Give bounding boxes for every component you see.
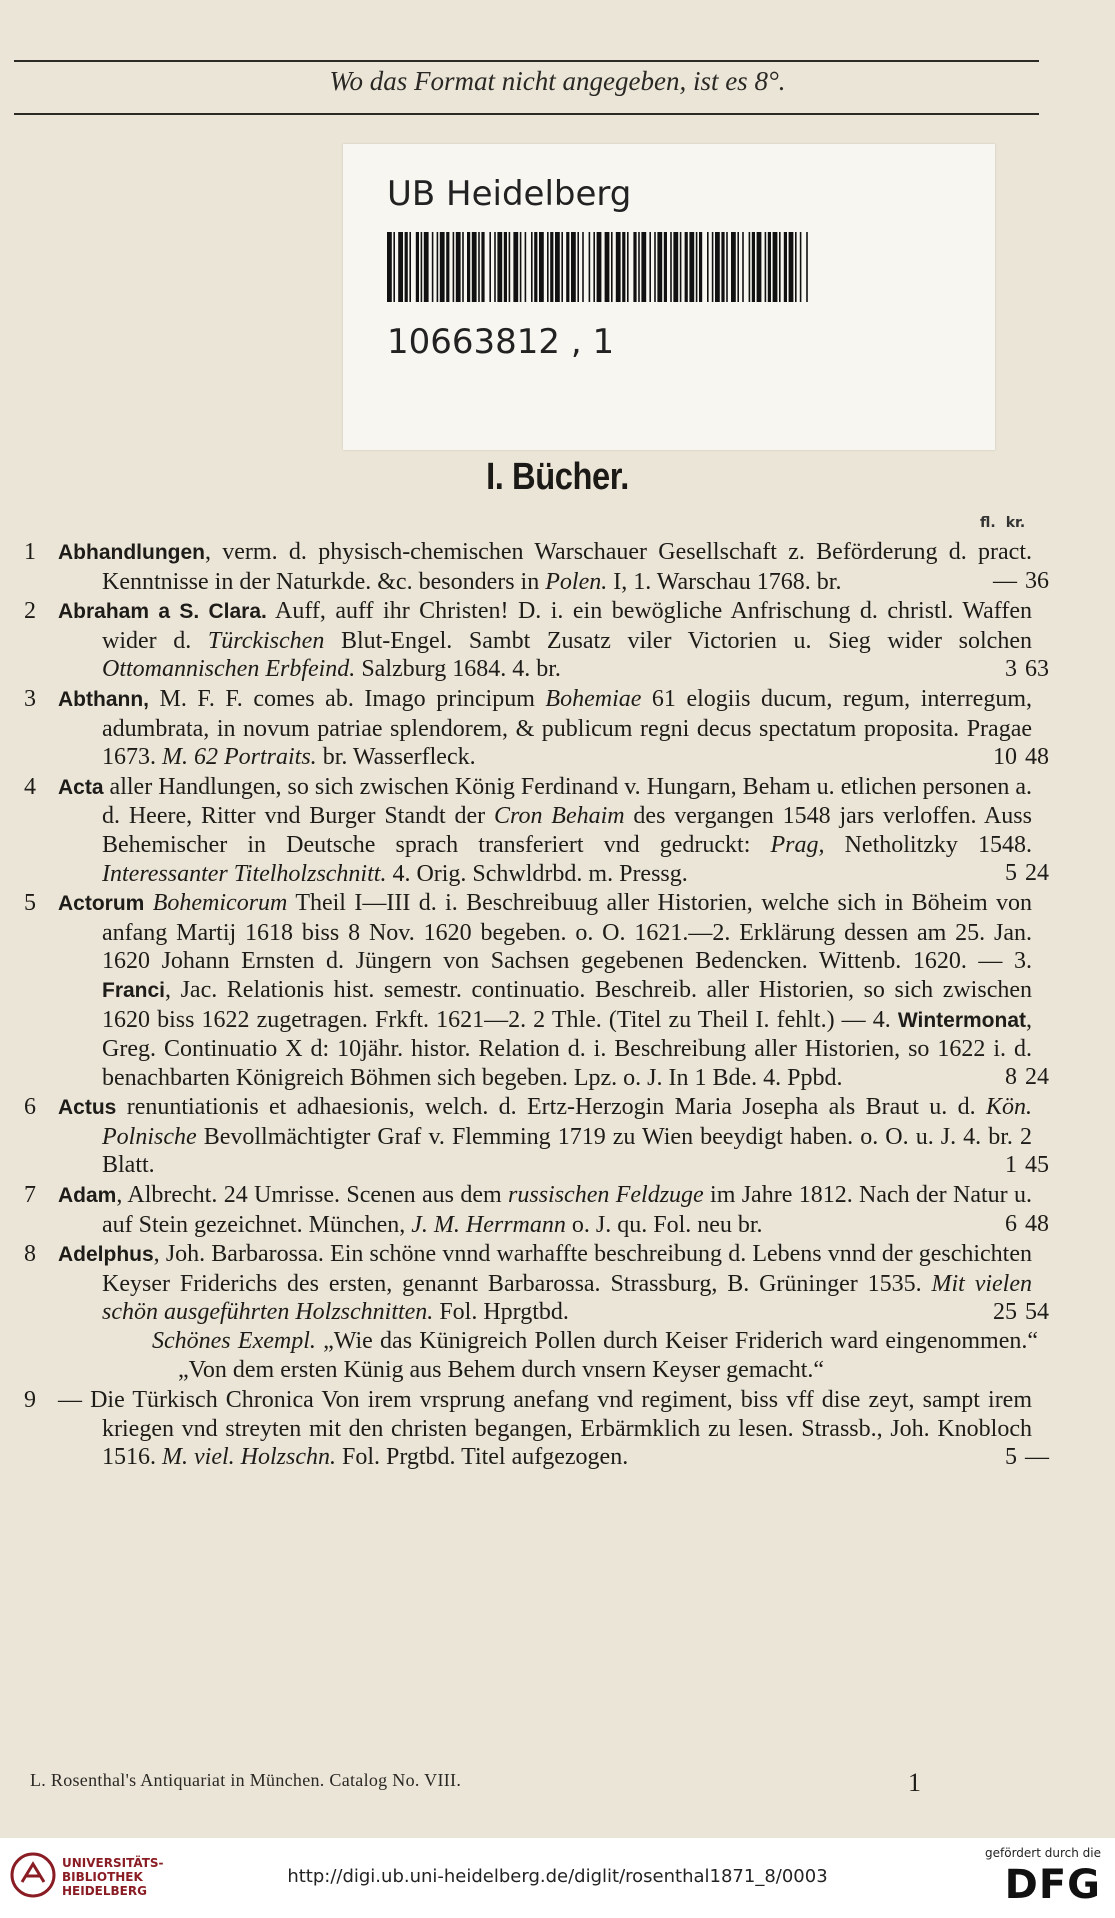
entry-keyword: Abhandlungen bbox=[58, 541, 205, 564]
barcode-bar bbox=[715, 232, 720, 302]
barcode-bar bbox=[768, 232, 771, 302]
barcode-bar bbox=[421, 232, 423, 302]
price-kr: 48 bbox=[1025, 1211, 1049, 1238]
barcode-bar bbox=[582, 232, 584, 302]
funded-by-label: gefördert durch die bbox=[985, 1846, 1101, 1860]
dfg-logo: DFG bbox=[1004, 1862, 1101, 1908]
barcode-bar bbox=[462, 232, 464, 302]
barcode-bar bbox=[577, 232, 579, 302]
entry-price bbox=[979, 1151, 1049, 1180]
entry-text: Abthann, M. F. F. comes ab. Imago principum Bohemiae 61 elogiis ducum, regum, interregum, adumbrata, in novum patriae splendorem, & publicum regni decus spectatum proposita. Pragae 1673. M. 62 Portraits. br. Wasserfleck. bbox=[58, 685, 1033, 771]
entry-text: Actus renuntiationis et adhaesionis, welch. d. Ertz-Herzogin Maria Josepha als Braut u. d. Kön. Polnische Bevollmächtigter Graf v. Flemming 1719 zu Wien beeydigt haben. o. O. u. J. 4. br. 2 Blatt. bbox=[58, 1094, 1032, 1179]
barcode-bar bbox=[616, 232, 621, 302]
barcode-bar bbox=[726, 232, 728, 302]
barcode-bar bbox=[593, 232, 595, 302]
catalog-entries bbox=[24, 538, 1049, 1473]
entry-text: — Die Türkisch Chronica Von irem vrsprung anefang vnd regiment, biss vff dise zeyt, sampt irem kriegen vnd streyten mit den christen begangen, Erbärmklich zu lesen. Strassb., Joh. Knobloch 1516. M. viel. Holzschn. Fol. Prgtbd. Titel aufgezogen. bbox=[58, 1387, 1032, 1471]
barcode-bar bbox=[685, 232, 688, 302]
barcode-bar bbox=[737, 232, 739, 302]
entry-price bbox=[979, 567, 1049, 596]
price-kr: 54 bbox=[1025, 1299, 1049, 1326]
barcode-bar bbox=[440, 232, 445, 302]
barcode-bar bbox=[765, 232, 767, 302]
entry-number: 4 bbox=[24, 773, 36, 800]
entry-text: Acta aller Handlungen, so sich zwischen König Ferdinand v. Hungarn, Beham u. etlichen personen a. d. Heere, Ritter vnd Burger Standt der Cron Behaim des vergangen 1548 jars verloffen. Auss Behemischer in Deutsche sprach transferiert vnd gedruckt: Prag, Netholitzky 1548. Interessanter Titelholzschnitt. 4. Orig. Schwldrbd. m. Pressg. bbox=[58, 773, 1032, 887]
entry-keyword: Abthann, bbox=[58, 687, 149, 711]
barcode-bar bbox=[795, 232, 797, 302]
entry-price bbox=[979, 859, 1049, 888]
entry-price bbox=[979, 655, 1049, 684]
entry-text: Abraham a S. Clara. Auff, auff ihr Christen! D. i. ein bewögliche Anfrischung d. christl. Waffen wider d. Türckischen Blut-Engel. Sambt Zusatz viler Victorien u. Sieg wider solchen Ottomannischen Erbfeind. Salzburg 1684. 4. br. bbox=[58, 598, 1032, 683]
price-kr: 36 bbox=[1025, 568, 1049, 595]
barcode-bar bbox=[649, 232, 651, 302]
entry-number: 1 bbox=[24, 539, 36, 565]
page-number: 1 bbox=[908, 1768, 921, 1797]
barcode-bar bbox=[453, 232, 455, 302]
barcode-bar bbox=[627, 232, 629, 302]
barcode-bar bbox=[611, 232, 613, 302]
entry-keyword: Abraham a S. Clara. bbox=[58, 600, 267, 624]
barcode-bar bbox=[757, 232, 762, 302]
barcode-bar bbox=[416, 232, 419, 302]
price-fl: 1 bbox=[1005, 1152, 1017, 1179]
entry-number: 3 bbox=[24, 685, 36, 712]
barcode-bar bbox=[657, 232, 662, 302]
barcode-bar bbox=[555, 232, 560, 302]
barcode bbox=[387, 232, 811, 336]
barcode-bar bbox=[622, 232, 625, 302]
entry-text: Actorum Bohemicorum Theil I—III d. i. Beschreibuug aller Historien, welche sich in Böheim von anfang Martij 1618 biss 8 Nov. 1620 begeben. o. O. 1621.—2. Erklärung dessen am 25. Jan. 1620 Johann Ernsten d. Jüngern von Sachsen gegebenen Bedencken. Wittenb. 1620. — 3. Franci, Jac. Relationis hist. semestr. continuatio. Beschreib. aller Historien, so sich zwischen 1620 biss 1622 zugetragen. Frkft. 1621—2. 2 Thle. (Titel zu Theil I. fehlt.) — 4. Wintermonat, Greg. Continuatio X d: 10jähr. histor. Relation d. i. Beschreibung aller Historien, so 1622 i. d. benachbarten Königreich Böhmen sich begeben. Lpz. o. J. In 1 Bde. 4. Ppbd. bbox=[58, 890, 1032, 1091]
entry-number: 6 bbox=[24, 1094, 36, 1121]
price-fl: 8 bbox=[1005, 1064, 1017, 1091]
barcode-bar bbox=[446, 232, 449, 302]
entry-number: 2 bbox=[24, 598, 36, 625]
barcode-bar bbox=[497, 232, 502, 302]
catalog-entry bbox=[24, 889, 1049, 1092]
barcode-bar bbox=[520, 232, 522, 302]
barcode-bar bbox=[539, 232, 544, 302]
barcode-bar bbox=[696, 232, 698, 302]
top-rule bbox=[14, 60, 1039, 62]
price-fl: 6 bbox=[1005, 1211, 1017, 1238]
barcode-bar bbox=[638, 232, 640, 302]
catalog-entry bbox=[24, 1093, 1049, 1180]
catalog-entry bbox=[24, 538, 1049, 596]
barcode-bar bbox=[773, 232, 778, 302]
barcode-bar bbox=[424, 232, 429, 302]
price-fl: 3 bbox=[1005, 655, 1017, 682]
catalog-entry bbox=[24, 1240, 1049, 1384]
ub-logo-line-1: UNIVERSITÄTS- bbox=[62, 1856, 164, 1870]
entry-keyword: Adam bbox=[58, 1184, 117, 1208]
barcode-bar bbox=[550, 232, 553, 302]
barcode-bar bbox=[673, 232, 678, 302]
barcode-bar bbox=[478, 232, 480, 302]
barcode-bar bbox=[707, 232, 709, 302]
price-fl: 5 bbox=[1005, 860, 1017, 887]
barcode-bar bbox=[547, 232, 549, 302]
barcode-bar bbox=[721, 232, 724, 302]
header-rule bbox=[14, 113, 1039, 115]
price-kr: 45 bbox=[1025, 1152, 1049, 1179]
entry-number: 8 bbox=[24, 1241, 36, 1268]
barcode-bar bbox=[752, 232, 755, 302]
barcode-bar bbox=[531, 232, 533, 302]
barcode-bar bbox=[597, 232, 602, 302]
barcode-bar bbox=[779, 232, 781, 302]
barcode-bar bbox=[712, 232, 714, 302]
barcode-bar bbox=[534, 232, 537, 302]
catalog-entry bbox=[24, 1386, 1049, 1472]
entry-keyword: Acta bbox=[58, 775, 104, 799]
currency-header bbox=[980, 515, 1040, 531]
barcode-bar bbox=[742, 232, 744, 302]
price-kr: — bbox=[1025, 1444, 1049, 1470]
price-kr: 24 bbox=[1025, 860, 1049, 887]
currency-kr-label: kr. bbox=[1005, 515, 1026, 531]
barcode-bar bbox=[605, 232, 610, 302]
barcode-bar bbox=[680, 232, 682, 302]
barcode-bar bbox=[432, 232, 434, 302]
entry-keyword: Adelphus bbox=[58, 1243, 154, 1267]
entry-price bbox=[979, 1298, 1049, 1327]
barcode-bar bbox=[405, 232, 408, 302]
barcode-bar bbox=[467, 232, 470, 302]
catalog-entry bbox=[24, 773, 1049, 888]
entry-note: Schönes Exempl. „Wie das Künigreich Pollen durch Keiser Friderich ward eingenommen.“ „Von dem ersten Künig aus Behem durch vnsern Keyser gemacht.“ bbox=[152, 1328, 1038, 1383]
price-fl: 10 bbox=[993, 743, 1017, 770]
barcode-bar bbox=[633, 232, 636, 302]
ub-logo-line-2: BIBLIOTHEK bbox=[62, 1870, 143, 1884]
barcode-bar bbox=[525, 232, 527, 302]
entry-price bbox=[979, 1063, 1049, 1092]
barcode-bar bbox=[509, 232, 511, 302]
barcode-bar bbox=[561, 232, 563, 302]
digitization-strip bbox=[0, 1838, 1115, 1918]
barcode-bar bbox=[571, 232, 576, 302]
entry-text: Adam, Albrecht. 24 Umrisse. Scenen aus dem russischen Feldzuge im Jahre 1812. Nach der Natur u. auf Stein gezeichnet. München, J. M. Herrmann o. J. qu. Fol. neu br. bbox=[58, 1182, 1032, 1238]
entry-price bbox=[979, 1443, 1049, 1472]
price-kr: 48 bbox=[1025, 743, 1049, 770]
catalog-entry bbox=[24, 685, 1049, 772]
entry-text: Abhandlungen, verm. d. physisch-chemischen Warschauer Gesellschaft z. Beförderung d. pract. Kenntnisse in der Naturkde. &c. besonders in Polen. I, 1. Warschau 1768. br. bbox=[58, 539, 1032, 595]
barcode-bar bbox=[654, 232, 656, 302]
sticker-call-number: 10663812 , 1 bbox=[387, 322, 615, 362]
barcode-bar bbox=[806, 232, 808, 302]
barcode-bar bbox=[731, 232, 736, 302]
entry-keyword: Actorum bbox=[58, 892, 145, 916]
entry-price bbox=[979, 1210, 1049, 1239]
barcode-bar bbox=[784, 232, 787, 302]
currency-fl-label: fl. bbox=[980, 515, 996, 531]
price-kr: 24 bbox=[1025, 1064, 1049, 1091]
barcode-bar bbox=[589, 232, 591, 302]
catalog-entry bbox=[24, 597, 1049, 684]
price-fl: 25 bbox=[993, 1299, 1017, 1326]
entry-text: Adelphus, Joh. Barbarossa. Ein schöne vnnd warhaffte beschreibung d. Lebens vnnd der geschichten Keyser Friderichs des ersten, genannt Barbarossa. Strassburg, B. Grüninger 1535. Mit vielen schön ausgeführten Holzschnitten. Fol. Hprgtbd. bbox=[58, 1241, 1032, 1326]
barcode-bar bbox=[387, 232, 392, 302]
catalog-entry bbox=[24, 1181, 1049, 1239]
entry-number: 7 bbox=[24, 1182, 36, 1209]
barcode-bar bbox=[670, 232, 672, 302]
barcode-bar bbox=[456, 232, 461, 302]
entry-keyword: Actus bbox=[58, 1096, 117, 1120]
entry-price bbox=[979, 743, 1049, 772]
barcode-bar bbox=[689, 232, 694, 302]
barcode-bar bbox=[641, 232, 646, 302]
barcode-bar bbox=[481, 232, 484, 302]
sticker-library-name: UB Heidelberg bbox=[387, 174, 632, 214]
permalink-url[interactable]: http://digi.ub.uni-heidelberg.de/diglit/rosenthal1871_8/0003 bbox=[287, 1866, 828, 1887]
library-sticker bbox=[343, 144, 995, 450]
barcode-bar bbox=[749, 232, 751, 302]
price-kr: 63 bbox=[1025, 655, 1049, 682]
format-note: Wo das Format nicht angegeben, ist es 8°. bbox=[329, 66, 786, 96]
barcode-bar bbox=[437, 232, 439, 302]
section-title: I. Bücher. bbox=[486, 456, 629, 498]
barcode-bar bbox=[398, 232, 403, 302]
barcode-bar bbox=[699, 232, 702, 302]
barcode-bar bbox=[513, 232, 518, 302]
barcode-bar bbox=[393, 232, 395, 302]
catalog-footer: L. Rosenthal's Antiquariat in München. Catalog No. VIII. bbox=[30, 1770, 462, 1790]
price-fl: 5 bbox=[1005, 1444, 1017, 1470]
barcode-bar bbox=[472, 232, 477, 302]
entry-number: 5 bbox=[24, 890, 36, 917]
price-fl: — bbox=[993, 568, 1017, 595]
barcode-bar bbox=[489, 232, 491, 302]
ub-logo-line-3: HEIDELBERG bbox=[62, 1884, 147, 1898]
barcode-bar bbox=[664, 232, 667, 302]
barcode-bar bbox=[800, 232, 802, 302]
barcode-bar bbox=[409, 232, 411, 302]
barcode-bar bbox=[494, 232, 496, 302]
barcode-bar bbox=[566, 232, 569, 302]
barcode-bar bbox=[504, 232, 507, 302]
entry-number: 9 bbox=[24, 1387, 36, 1414]
barcode-bar bbox=[789, 232, 794, 302]
